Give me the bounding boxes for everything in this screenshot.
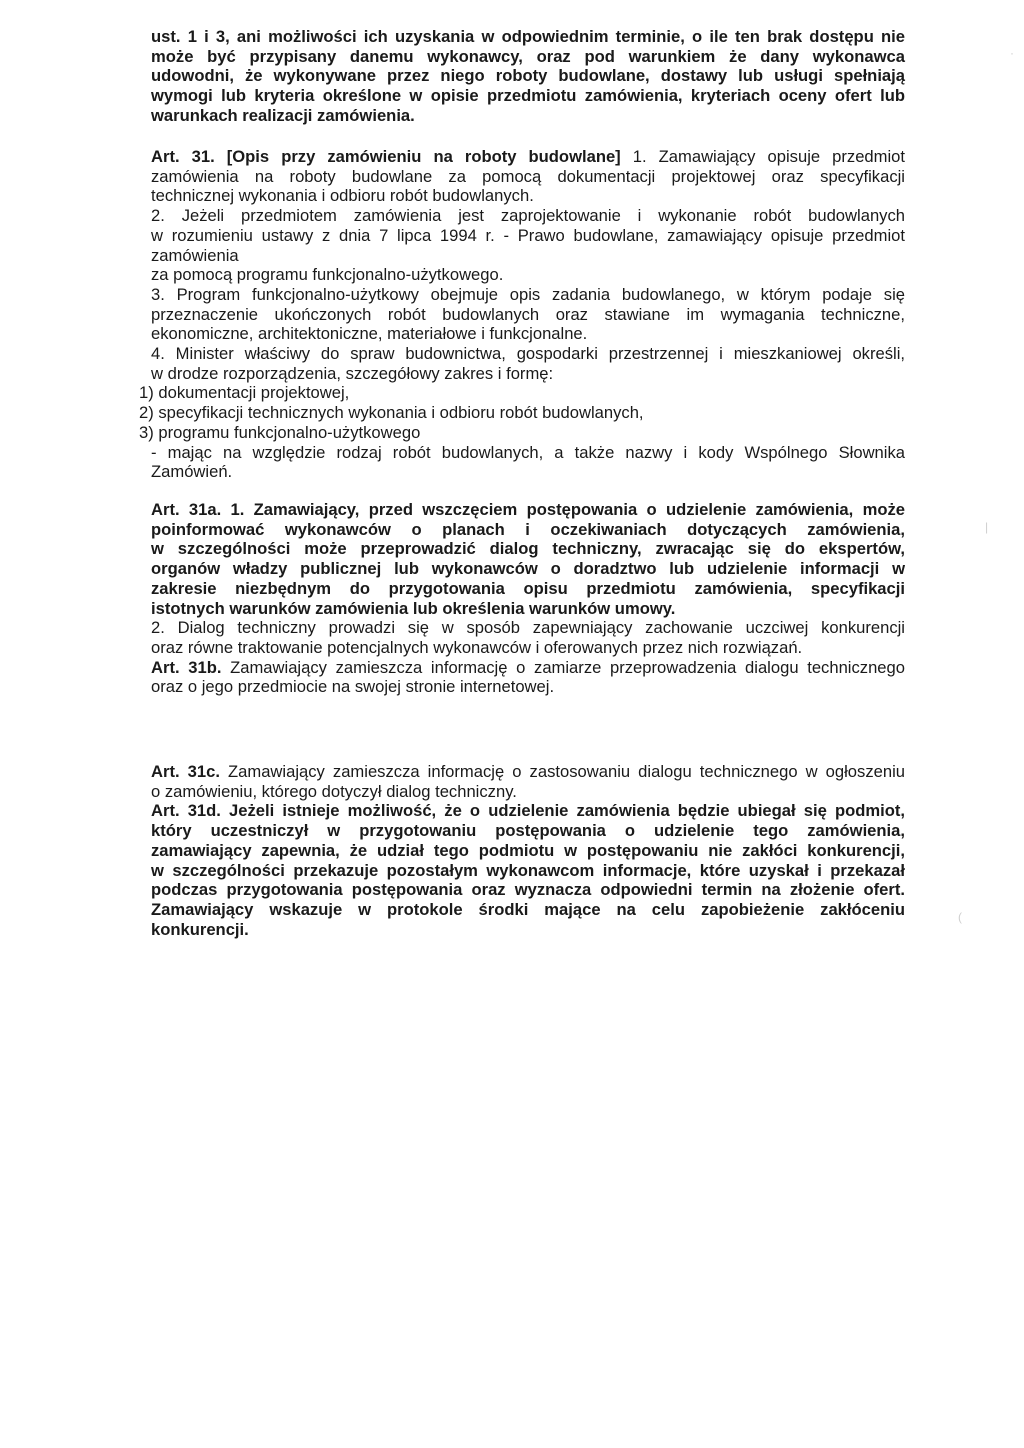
- art31-line: Zamówień.: [151, 462, 233, 482]
- art31a-line: w szczególności może przeprowadzić dialog techniczny, zwracając się do ekspertów,: [151, 539, 905, 559]
- scan-mark: (: [958, 910, 962, 924]
- art31c-line: o zamówieniu, którego dotyczył dialog techniczny.: [151, 781, 517, 801]
- art31-p2: [151, 206, 905, 285]
- art31a-p1: [151, 500, 905, 618]
- art31-line: technicznej wykonania i odbioru robót budowlanych.: [151, 186, 534, 206]
- list-item: 2) specyfikacji technicznych wykonania i odbioru robót budowlanych,: [139, 403, 644, 423]
- art31a-line: 2. Dialog techniczny prowadzi się w sposób zapewniający zachowanie uczciwej konkurencji: [151, 618, 905, 638]
- art31-line: - mając na względzie rodzaj robót budowlanych, a także nazwy i kody Wspólnego Słownika: [151, 442, 905, 462]
- art31a-line: organów władzy publicznej lub wykonawców o doradztwo lub udzielenie informacji w: [151, 559, 905, 579]
- intro-line: może być przypisany danemu wykonawcy, oraz pod warunkiem że dany wykonawca: [151, 46, 905, 66]
- scan-mark: ·: [1010, 46, 1014, 60]
- art31d-line: zamawiający zapewnia, że udział tego podmiotu w postępowaniu nie zakłóci konkurencji,: [151, 840, 905, 860]
- art31-line: zamówienia: [151, 245, 239, 265]
- intro-line: ust. 1 i 3, ani możliwości ich uzyskania w odpowiednim terminie, o ile ten brak dostępu nie: [151, 27, 905, 46]
- art31-p1: [151, 147, 905, 206]
- art31c-line1-rest: Zamawiający zamieszcza informację o zastosowaniu dialogu technicznego w ogłoszeniu: [219, 762, 905, 781]
- art31-line: w rozumieniu ustawy z dnia 7 lipca 1994 r. - Prawo budowlane, zamawiający opisuje przedmiot: [151, 225, 905, 245]
- article-31a: [151, 500, 905, 697]
- intro-paragraph: [151, 27, 905, 126]
- intro-line: wymogi lub kryteria określone w opisie przedmiotu zamówienia, kryteriach oceny ofert lub: [151, 86, 905, 106]
- scan-mark: |: [985, 520, 989, 534]
- art31c-paragraph: [151, 762, 905, 801]
- art31d-paragraph: [151, 801, 905, 939]
- article-31: [139, 147, 906, 482]
- art31-heading: Art. 31. [Opis przy zamówieniu na roboty budowlane]: [151, 147, 621, 166]
- art31d-line: Art. 31d. Jeżeli istnieje możliwość, że o udzielenie zamówienia będzie ubiegał się podmiot,: [151, 801, 905, 821]
- art31-line: 2. Jeżeli przedmiotem zamówienia jest zaprojektowanie i wykonanie robót budowlanych: [151, 206, 905, 226]
- list-item: 3) programu funkcjonalno-użytkowego: [139, 422, 421, 442]
- art31-line: przeznaczenie ukończonych robót budowlanych oraz stawiane im wymagania techniczne,: [151, 304, 905, 324]
- art31-p3: [151, 285, 905, 344]
- art31-line: zamówienia na roboty budowlane za pomocą dokumentacji projektowej oraz specyfikacji: [151, 166, 905, 186]
- art31d-line: który uczestniczył w przygotowaniu postępowania o udzielenie tego zamówienia,: [151, 821, 905, 841]
- art31-tail: [151, 443, 905, 482]
- art31d-line: w szczególności przekazuje pozostałym wykonawcom informacje, które uzyskał i przekazał: [151, 860, 905, 880]
- list-item: 1) dokumentacji projektowej,: [139, 383, 350, 403]
- art31b-label: Art. 31b.: [151, 657, 222, 677]
- art31a-line: oraz równe traktowanie potencjalnych wykonawców i oferowanych przez nich rozwiązań.: [151, 637, 803, 657]
- art31a-line: poinformować wykonawców o planach i oczekiwaniach dotyczących zamówienia,: [151, 519, 905, 539]
- art31-line: za pomocą programu funkcjonalno-użytkowego.: [151, 265, 504, 285]
- art31a-p2: [151, 618, 905, 657]
- art31a-line: Art. 31a. 1. Zamawiający, przed wszczęciem postępowania o udzielenie zamówienia, może: [151, 500, 905, 519]
- art31-line1-rest: 1. Zamawiający opisuje przedmiot: [620, 147, 906, 166]
- art31-p4: [151, 344, 905, 383]
- art31b: [151, 658, 905, 697]
- art31-line: ekonomiczne, architektoniczne, materiałowe i funkcjonalne.: [151, 324, 588, 344]
- art31c-label: Art. 31c.: [151, 762, 220, 781]
- art31-line: 4. Minister właściwy do spraw budownictwa, gospodarki przestrzennej i mieszkaniowej określi,: [151, 344, 905, 364]
- intro-line: udowodni, że wykonywane przez niego roboty budowlane, dostawy lub usługi spełniają: [151, 66, 905, 86]
- art31-line: w drodze rozporządzenia, szczegółowy zakres i formę:: [151, 363, 554, 383]
- art31-list: [139, 383, 905, 442]
- art31d-line: podczas przygotowania postępowania oraz wyznacza odpowiedni termin na złożenie ofert.: [151, 880, 905, 900]
- intro-line: warunkach realizacji zamówienia.: [151, 105, 415, 125]
- art31d-line: konkurencji.: [151, 919, 249, 939]
- article-31c: [151, 762, 905, 939]
- art31a-line: zakresie niezbędnym do przygotowania opisu przedmiotu zamówienia, specyfikacji: [151, 578, 905, 598]
- art31a-line: istotnych warunków zamówienia lub określenia warunków umowy.: [151, 598, 676, 618]
- art31d-line: Zamawiający wskazuje w protokole środki mające na celu zapobieżenie zakłóceniu: [151, 899, 905, 919]
- art31b-line: oraz o jego przedmiocie na swojej stronie internetowej.: [151, 677, 555, 697]
- art31-line: 3. Program funkcjonalno-użytkowy obejmuje opis zadania budowlanego, w którym podaje się: [151, 284, 905, 304]
- art31b-line1-rest: Zamawiający zamieszcza informację o zamiarze przeprowadzenia dialogu technicznego: [221, 657, 905, 677]
